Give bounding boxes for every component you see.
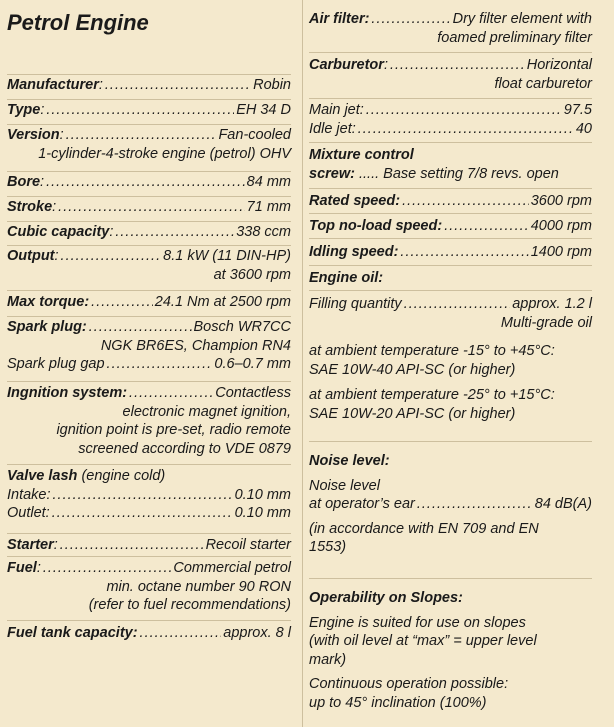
spec-outlet: Outlet: ..... 0.10 mm xyxy=(7,504,291,523)
spec-version: Version: ..... Fan-cooled 1-cylinder-4-stroke engine (petrol) OHV xyxy=(7,126,291,163)
spec-noise-level: Noise level: Noise level at operator’s ear ..... 84 dB(A) (in accordance with EN 709 and EN 1553) xyxy=(309,452,592,557)
rule xyxy=(309,238,592,239)
spec-starter: Starter: ..... Recoil starter xyxy=(7,536,291,555)
rule xyxy=(309,265,592,266)
spec-air-filter: Air filter: ..... Dry filter element with foamed preliminary filter xyxy=(309,10,592,47)
spec-main-jet: Main jet: ..... 97.5 xyxy=(309,101,592,120)
column-divider xyxy=(302,0,303,727)
spec-output: Output: ..... 8.1 kW (11 DIN-HP) at 3600 rpm xyxy=(7,247,291,284)
spec-rated-speed: Rated speed: ..... 3600 rpm xyxy=(309,192,592,211)
rule xyxy=(7,381,291,382)
rule xyxy=(309,441,592,442)
spec-oil-temp-1: at ambient temperature -15° to +45°C: SAE 10W-40 API-SC (or higher) xyxy=(309,343,555,378)
rule xyxy=(309,578,592,579)
spec-mixture-control: Mixture control screw: ..... Base setting 7/8 revs. open xyxy=(309,147,559,182)
spec-bore: Bore: ..... 84 mm xyxy=(7,173,291,192)
spec-valve-lash: Valve lash (engine cold) Intake: ..... 0.10 mm Outlet: ..... 0.10 mm xyxy=(7,467,291,523)
spec-oil-temp-2: at ambient temperature -25° to +15°C: SAE 10W-20 API-SC (or higher) xyxy=(309,387,555,422)
rule xyxy=(7,196,291,197)
spec-filling-quantity: Filling quantity ..... approx. 1.2 l Multi-grade oil xyxy=(309,295,592,332)
rule xyxy=(309,213,592,214)
spec-top-no-load-speed: Top no-load speed: ..... 4000 rpm xyxy=(309,217,592,236)
rule xyxy=(7,316,291,317)
rule xyxy=(309,188,592,189)
spec-idle-jet: Idle jet: ..... 40 xyxy=(309,120,592,139)
spec-type: Type: ..... EH 34 D xyxy=(7,101,291,120)
rule xyxy=(7,221,291,222)
rule xyxy=(309,142,592,143)
rule xyxy=(7,74,291,75)
rule xyxy=(309,290,592,291)
page-title: Petrol Engine xyxy=(7,10,149,35)
spec-engine-oil: Engine oil: xyxy=(309,270,384,286)
rule xyxy=(7,533,291,534)
rule xyxy=(7,124,291,125)
spec-idling-speed: Idling speed: ..... 1400 rpm xyxy=(309,243,592,262)
spec-stroke: Stroke: ..... 71 mm xyxy=(7,198,291,217)
rule xyxy=(7,464,291,465)
spec-fuel: Fuel: ..... Commercial petrol min. octane number 90 RON (refer to fuel recommendations) xyxy=(7,559,291,615)
spec-cubic-capacity: Cubic capacity: ..... 338 ccm xyxy=(7,223,291,242)
spec-operability-slopes: Operability on Slopes: Engine is suited for use on slopes (with oil level at “max” = upper level mark) Continuous operation possible: up to 45° inclination (100%) xyxy=(309,590,537,711)
spec-ignition-system: Ingnition system: ..... Contactless electronic magnet ignition, ignition point is pre-set, radio remote screened according to VDE 0879 xyxy=(7,384,291,458)
rule xyxy=(309,98,592,99)
rule xyxy=(309,52,592,53)
spec-fuel-tank: Fuel tank capacity: ..... approx. 8 l xyxy=(7,624,291,643)
spec-spark-plug-gap: Spark plug gap ..... 0.6–0.7 mm xyxy=(7,355,291,374)
spec-spark-plug: Spark plug: ..... Bosch WR7CC NGK BR6ES, Champion RN4 Spark plug gap ..... 0.6–0.7 mm xyxy=(7,318,291,374)
rule xyxy=(7,171,291,172)
spec-jets xyxy=(309,101,592,138)
spec-max-torque: Max torque: ..... 24.1 Nm at 2500 rpm xyxy=(7,293,291,312)
rule xyxy=(7,290,291,291)
rule xyxy=(7,556,291,557)
rule xyxy=(7,620,291,621)
rule xyxy=(7,245,291,246)
rule xyxy=(7,99,291,100)
spec-manufacturer: Manufacturer: ..... Robin xyxy=(7,76,291,95)
spec-intake: Intake: ..... 0.10 mm xyxy=(7,486,291,505)
spec-carburetor: Carburetor: ..... Horizontal float carburetor xyxy=(309,56,592,93)
